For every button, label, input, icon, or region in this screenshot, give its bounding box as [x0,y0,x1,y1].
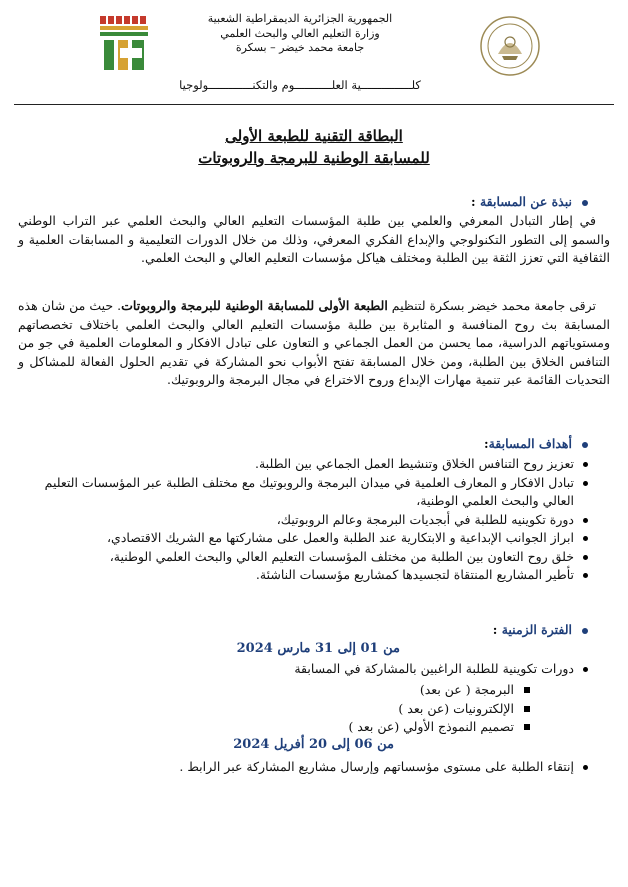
list-item: إنتقاء الطلبة على مستوى مؤسساتهم وإرسال مشاريع المشاركة عبر الرابط . [28,758,588,777]
list-item: تأطير المشاريع المنتقاة لتجسيدها كمشاريع مؤسسات الناشئة. [28,566,588,585]
list-item: دورات تكوينية للطلبة الراغبين بالمشاركة في المسابقة [28,660,588,679]
bullet-icon [583,518,588,523]
bullet-icon [583,481,588,486]
faculty-name: كلـــــــــــــــية العلـــــــــــوم والتكنـــــــــــــولوجيا [179,78,421,92]
bullet-icon [583,462,588,467]
square-bullet-icon [524,724,530,730]
university-seal-right [478,14,542,78]
list-item: الإلكترونيات (عن بعد ) [348,700,530,719]
list-item: تصميم النموذج الأولي (عن بعد ) [348,718,530,737]
list-item: ابراز الجوانب الإبداعية و الابتكارية عند الطلبة والعمل على مشاركتها مع الشريك الاقتصادي، [28,529,588,548]
list-item: خلق روح التعاون بين الطلبة من مختلف المؤسسات التعليم العالي والبحث العلمي الوطنية، [28,548,588,567]
list-item: دورة تكوينيه للطلبة في أبجديات البرمجة وعالم الروبوتيك، [28,511,588,530]
square-bullet-icon [524,706,530,712]
about-paragraph-1: في إطار التبادل المعرفي والعلمي بين طلبة المؤسسات التعليم العالي والبحث العلمي عبر التراب الوطني والسمو إلى التطور التكنولوجي والإبداع الفكري المعرفي، وذلك من خلال الدورات التعليمية و المسابقات العلمية و الثقافية التي تعزز الثقة بين الطلبة ومختلف هياكل مؤسسات التعليم العالي و البحث العلمي. [18,213,610,265]
about-heading: نبذة عن المسابقة : [471,194,588,209]
bullet-icon [582,442,588,448]
timeline-list-1 [28,660,588,679]
goals-list [28,455,588,585]
republic-name: الجمهورية الجزائرية الديمقراطية الشعبية [207,12,393,25]
list-item: البرمجة ( عن بعد) [348,681,530,700]
about-paragraph-2: ترقى جامعة محمد خيضر بسكرة لتنظيم الطبعة الأولى للمسابقة الوطنية للبرمجة والروبوتات. حيث من شان هذه المسابقة بث روح المنافسة و المثابرة بين طلبة مؤسسات التعليم العالي والبحث العلمي باختلاف تخصصاتهم ومستوياتهم الدراسية، مما يحسن من العمل الجماعي و التعاون على تبادل الافكار و المعلومات العلمية في جو من التنافس الخلاق بين الطلبة، ومن خلال المسابقة تفتح الأبواب نحو المشاركة في تقديم الحلول الفعالة للمشاكل و التحديات القائمة عبر تنمية مهارات الإبداع وروح الاختراع في مجال البرمجة والروبوتيك. [18,298,610,387]
bullet-icon [583,667,588,672]
bullet-icon [583,765,588,770]
document-title-line1: البطاقة التقنية للطبعة الأولى [225,127,403,145]
government-header [190,12,410,56]
university-logo-left [96,14,152,74]
training-topics-list [348,681,530,737]
timeline-heading: الفترة الزمنية : [493,622,588,637]
date-range-2: من 06 إلى 20 أفريل 2024 [233,737,394,752]
square-bullet-icon [524,687,530,693]
date-range-1: من 01 إلى 31 مارس 2024 [236,641,400,656]
bullet-icon [583,536,588,541]
bullet-icon [582,200,588,206]
ministry-name: وزارة التعليم العالي والبحث العلمي [220,26,380,40]
bullet-icon [583,573,588,578]
university-name: جامعة محمد خيضر – بسكرة [235,41,365,54]
bullet-icon [582,628,588,634]
list-item: تعزيز روح التنافس الخلاق وتنشيط العمل الجماعي بين الطلبة. [28,455,588,474]
goals-heading: أهداف المسابقة: [484,436,588,451]
bullet-icon [583,555,588,560]
timeline-list-2 [28,758,588,777]
document-title-line2: للمسابقة الوطنية للبرمجة والروبوتات [198,149,430,167]
list-item: تبادل الافكار و المعارف العلمية في ميدان البرمجة والروبوتيك مع مختلف الطلبة عبر المؤسسات التعليم العالي والبحث العلمي الوطنية، [28,474,588,511]
header-divider [14,104,614,105]
